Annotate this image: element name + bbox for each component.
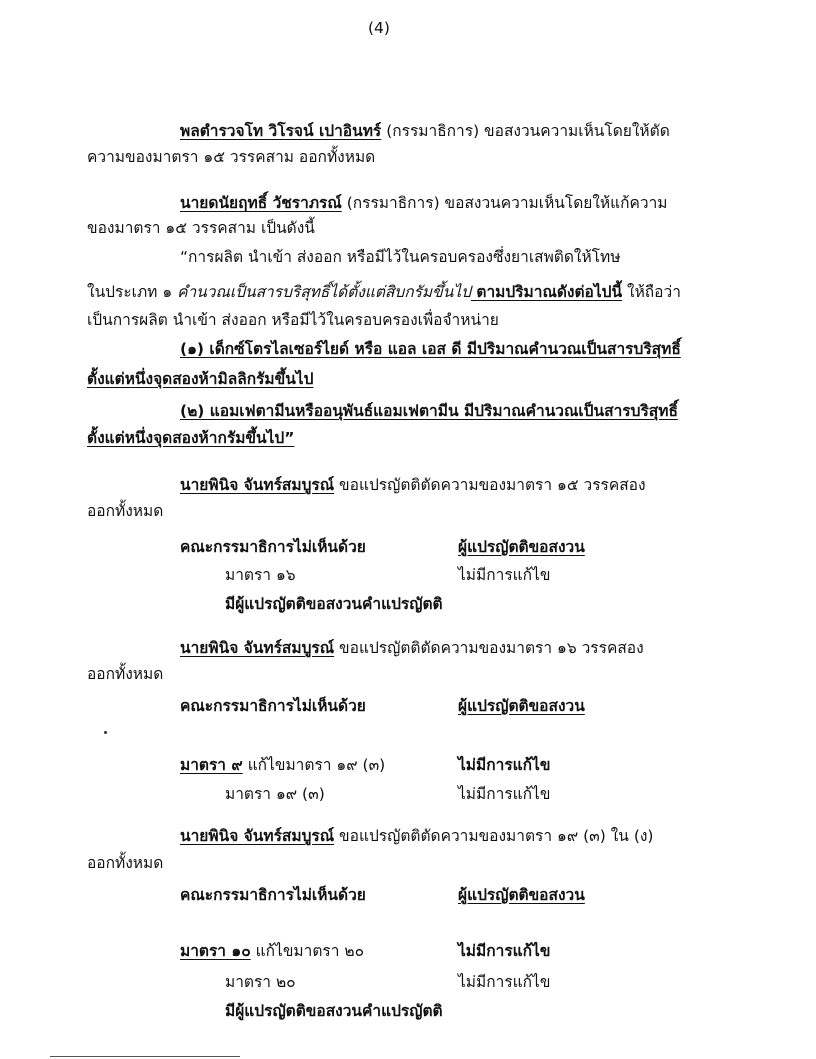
section-heading <box>180 755 385 775</box>
paragraph-text: ขอแปรญัตติตัดความของมาตรา ๑๙ (๓) ใน (ง) <box>334 827 654 845</box>
member-name: นายพินิจ จันทร์สมบูรณ์ <box>180 476 335 494</box>
paragraph-4-line-2: ออกทั้งหมด <box>87 665 164 683</box>
quote-item-2-line-2: ตั้งแต่หนึ่งจุดสองห้ากรัมขึ้นไป” <box>87 429 295 447</box>
sub-section-label: มาตรา ๑๙ (๓) <box>225 785 325 803</box>
sub-section-label: มาตรา ๒๐ <box>225 973 296 991</box>
paragraph-2-line-2: ของมาตรา ๑๕ วรรคสาม เป็นดังนี้ <box>87 219 315 237</box>
quote-item-2-line-1: (๒) แอมเฟตามีนหรืออนุพันธ์แอมเฟตามีน มีปริมาณคำนวณเป็นสารบริสุทธิ์ <box>180 402 678 420</box>
paragraph-5-line-1 <box>180 826 653 846</box>
member-name: นายดนัยฤทธิ์ วัชราภรณ์ <box>180 194 342 212</box>
reservation-heading: ผู้แปรญัตติขอสงวน <box>458 886 585 904</box>
amended-text: ตามปริมาณดังต่อไปนี้ <box>470 283 623 301</box>
paragraph-4-line-1 <box>180 638 644 658</box>
member-name: พลตำรวจโท วิโรจน์ เปาอินทร์ <box>180 122 382 140</box>
paragraph-text: (กรรมาธิการ) ขอสงวนความเห็นโดยให้แก้ความ <box>341 194 668 212</box>
member-name: นายพินิจ จันทร์สมบูรณ์ <box>180 827 335 845</box>
paragraph-5-line-2: ออกทั้งหมด <box>87 854 164 872</box>
no-change-label: ไม่มีการแก้ไข <box>458 566 551 584</box>
quote-item-1-line-2: ตั้งแต่หนึ่งจุดสองห้ามิลลิกรัมขึ้นไป <box>87 370 314 388</box>
quote-line-1: “การผลิต นำเข้า ส่งออก หรือมีไว้ในครอบครองซึ่งยาเสพติดให้โทษ <box>180 248 621 266</box>
section-label: มาตรา ๑๐ <box>180 942 251 960</box>
quote-item-1-line-1: (๑) เด็กซ์โตรไลเซอร์ไยด์ หรือ แอล เอส ดี มีปริมาณคำนวณเป็นสารบริสุทธิ์ <box>180 340 681 358</box>
paragraph-2-line-1 <box>180 193 668 213</box>
quote-line-2: ในประเภท ๑ คำนวณเป็นสารบริสุทธิ์ได้ตั้งแต่สิบกรัมขึ้นไป ตามปริมาณดังต่อไปนี้ ให้ถือว่า <box>87 283 681 301</box>
section-text: แก้ไขมาตรา ๑๙ (๓) <box>242 756 386 774</box>
paragraph-text: ขอแปรญัตติตัดความของมาตรา ๑๕ วรรคสอง <box>334 476 646 494</box>
reservation-heading: ผู้แปรญัตติขอสงวน <box>458 538 585 556</box>
paragraph-text: (กรรมาธิการ) ขอสงวนความเห็นโดยให้ตัด <box>381 122 670 140</box>
section-label: มาตรา ๙ <box>180 756 243 774</box>
reservation-heading: ผู้แปรญัตติขอสงวน <box>458 697 585 715</box>
paragraph-text: ขอแปรญัตติตัดความของมาตรา ๑๖ วรรคสอง <box>334 639 644 657</box>
paragraph-1-line-2: ความของมาตรา ๑๕ วรรคสาม ออกทั้งหมด <box>87 148 376 166</box>
struck-text: คำนวณเป็นสารบริสุทธิ์ได้ตั้งแต่สิบกรัมขึ้นไป <box>177 283 471 301</box>
scan-speck <box>104 731 107 734</box>
section-text: แก้ไขมาตรา ๒๐ <box>250 942 365 960</box>
no-change-heading: ไม่มีการแก้ไข <box>458 756 551 774</box>
paragraph-3-line-1 <box>180 475 646 495</box>
section-heading <box>180 941 364 961</box>
paragraph-3-line-2: ออกทั้งหมด <box>87 502 164 520</box>
no-change-label: ไม่มีการแก้ไข <box>458 785 551 803</box>
quote-line-3: เป็นการผลิต นำเข้า ส่งออก หรือมีไว้ในครอบครองเพื่อจำหน่าย <box>87 311 499 329</box>
committee-heading: คณะกรรมาธิการไม่เห็นด้วย <box>180 538 366 556</box>
no-change-label: ไม่มีการแก้ไข <box>458 973 551 991</box>
section-label: มาตรา ๑๖ <box>225 566 296 584</box>
footer-rule <box>50 1056 240 1057</box>
paragraph-1-line-1 <box>180 121 670 141</box>
page-number: (4) <box>368 19 390 37</box>
member-name: นายพินิจ จันทร์สมบูรณ์ <box>180 639 335 657</box>
committee-heading: คณะกรรมาธิการไม่เห็นด้วย <box>180 886 366 904</box>
reservation-note: มีผู้แปรญัตติขอสงวนคำแปรญัตติ <box>225 1002 443 1020</box>
committee-heading: คณะกรรมาธิการไม่เห็นด้วย <box>180 697 366 715</box>
no-change-heading: ไม่มีการแก้ไข <box>458 942 551 960</box>
reservation-note: มีผู้แปรญัตติขอสงวนคำแปรญัตติ <box>225 595 443 613</box>
